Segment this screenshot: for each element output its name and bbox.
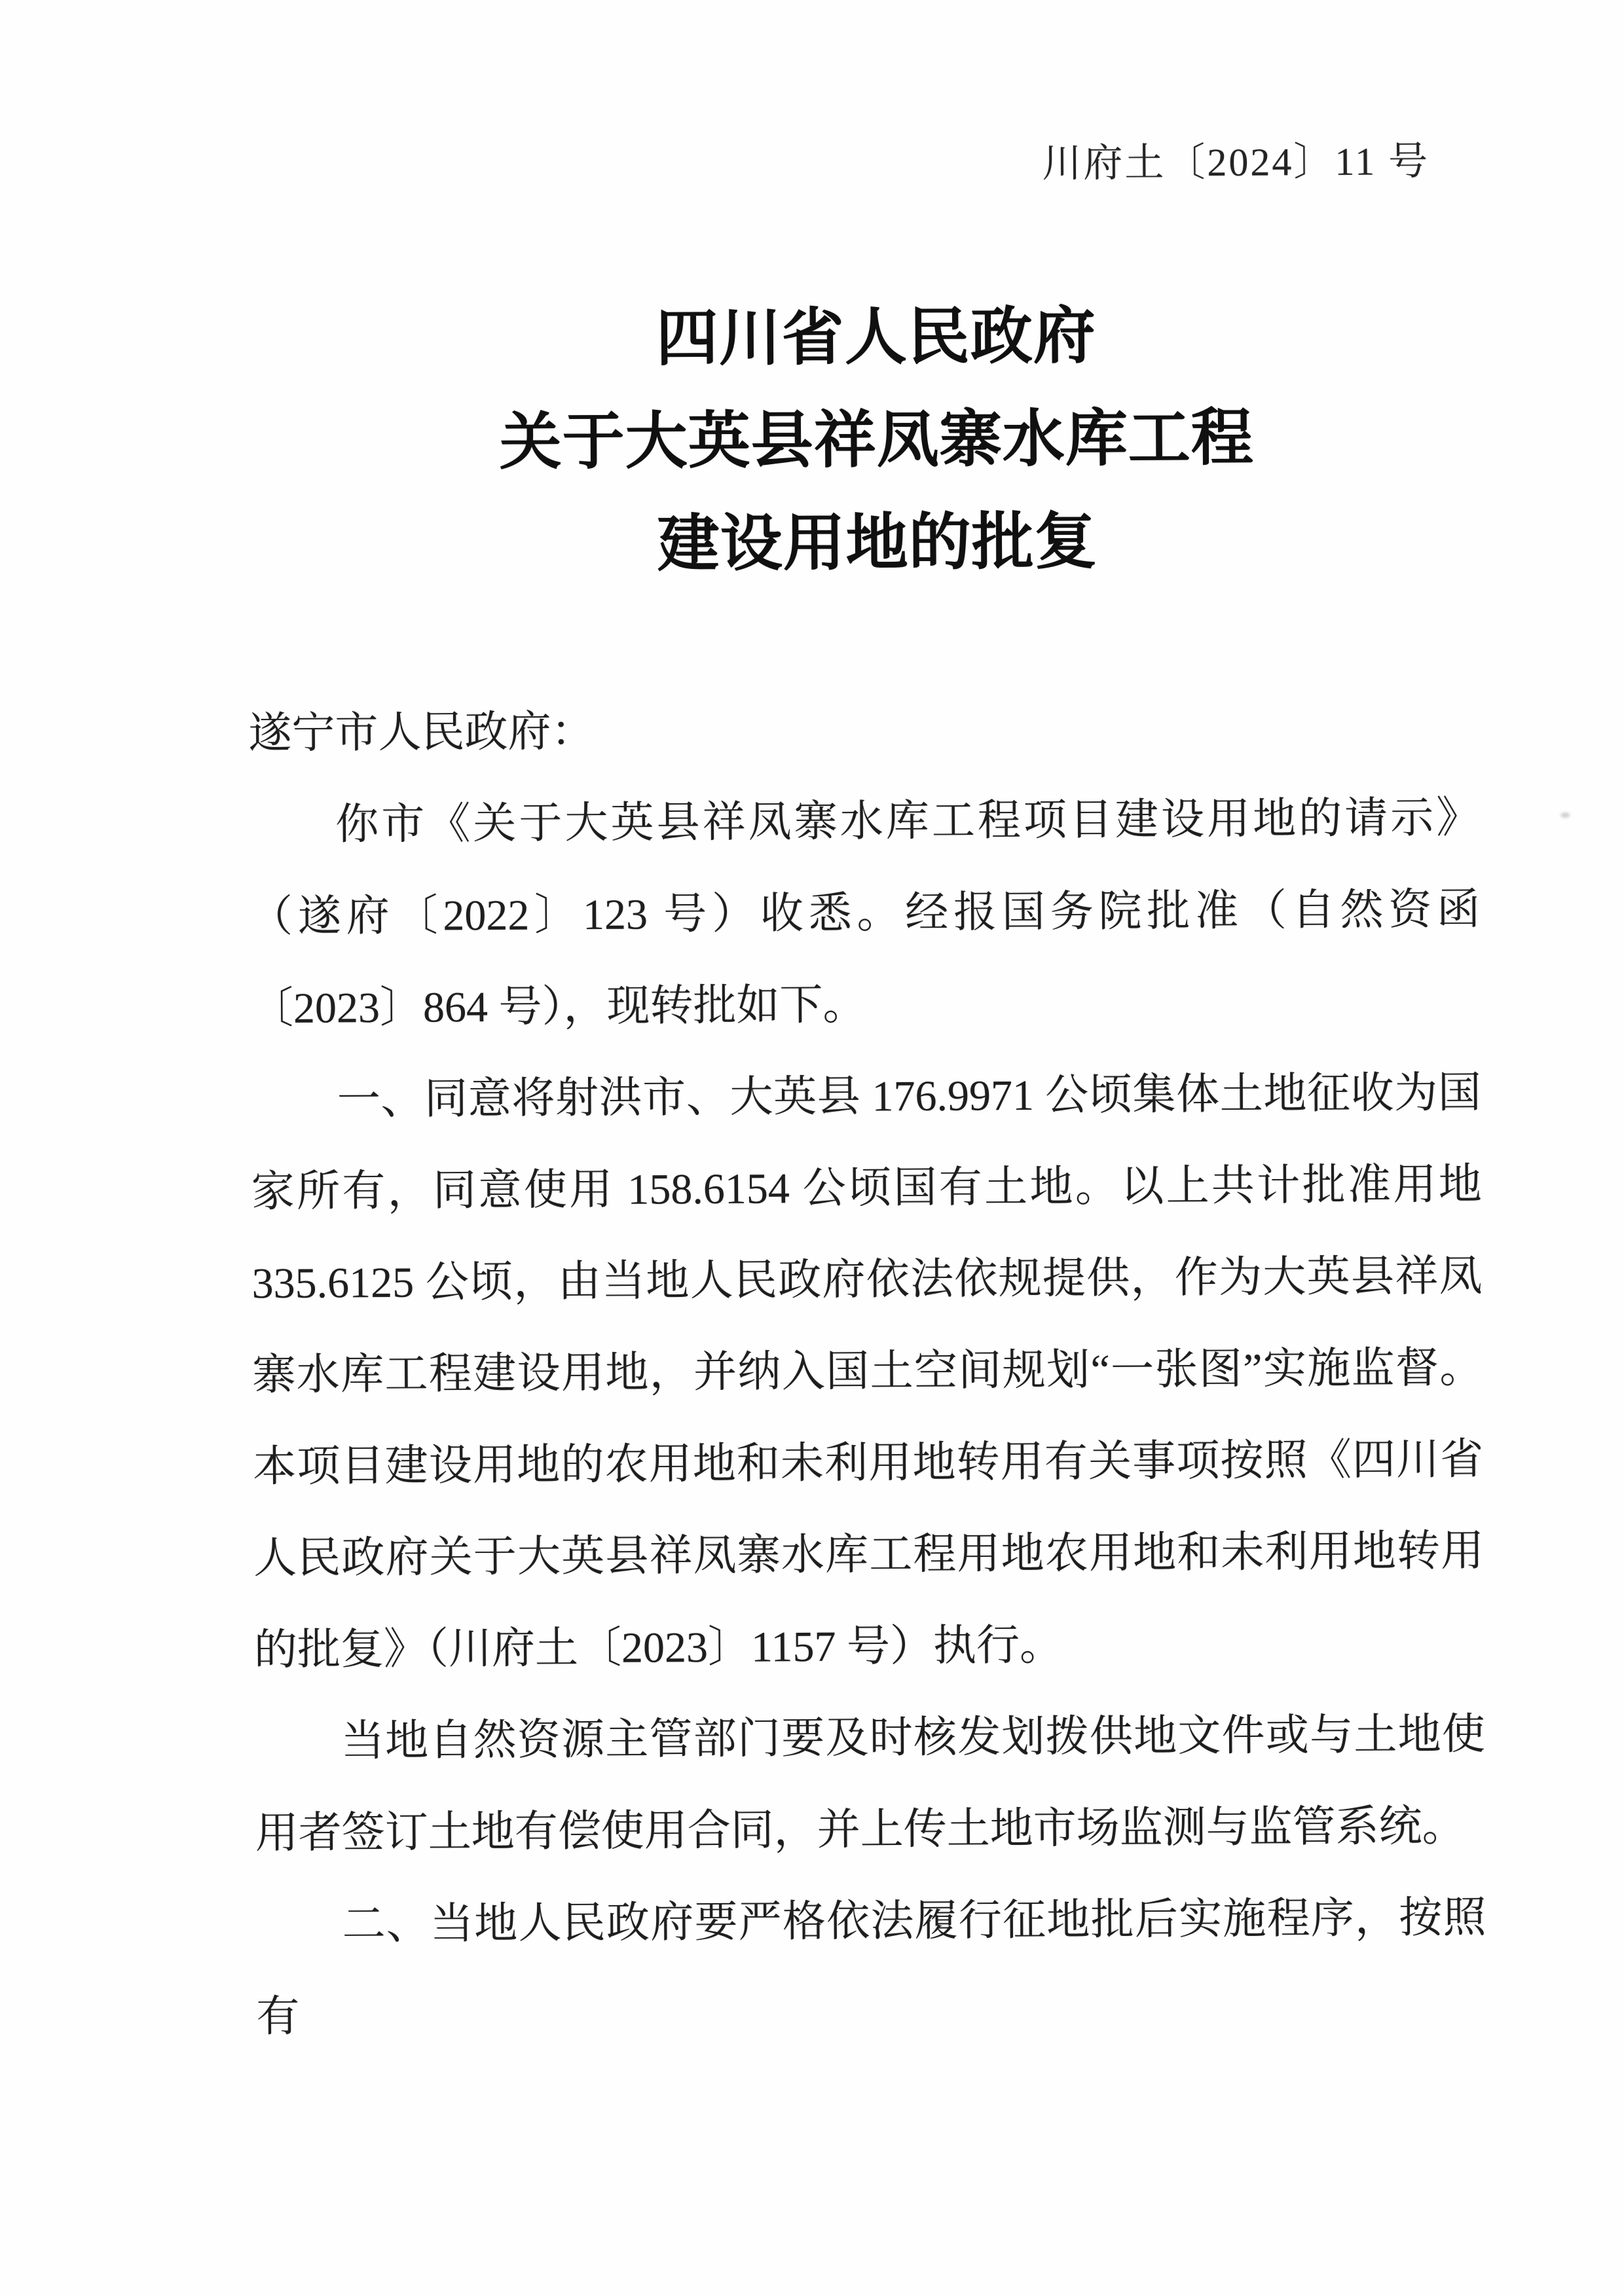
document-body [248,681,1487,2063]
paragraph-item-2: 二、当地人民政府要严格依法履行征地批后实施程序，按照有 [256,1893,1486,2041]
paragraph-item-1: 一、同意将射洪市、大英县 176.9971 公顷集体土地征收为国家所有，同意使用 158.6154 公顷国有土地。以上共计批准用地 335.6125 公顷，由当地人民政府依法依规提供，作为大英县祥凤寨水库工程建设用地，并纳入国土空间规划“一张图”实施监督。本项目建设用地的农用地和未利用地转用有关事项按照《四川省人民政府关于大英县祥凤寨水库工程用地农用地和未利用地转用的批复》（川府土〔2023〕1157 号）执行。 [251,1068,1485,1675]
document-title [64,282,1624,600]
scan-speck [1560,812,1570,818]
paragraph-intro: 你市《关于大英县祥凤寨水库工程项目建设用地的请示》（遂府〔2022〕123 号）收悉。经报国务院批准（自然资函〔2023〕864 号），现转批如下。 [249,793,1481,1033]
salutation: 遂宁市人民政府： [248,708,595,758]
title-line-subject: 关于大英县祥凤寨水库工程 [499,401,1255,479]
title-line-issuer: 四川省人民政府 [655,300,1097,375]
paragraph-land-supply: 当地自然资源主管部门要及时核发划拨供地文件或与土地使用者签订土地有偿使用合同，并上传土地市场监测与监管系统。 [255,1710,1486,1858]
title-line-doctype: 建设用地的批复 [657,505,1098,581]
doc-number: 川府土〔2024〕11 号 [1042,139,1430,185]
